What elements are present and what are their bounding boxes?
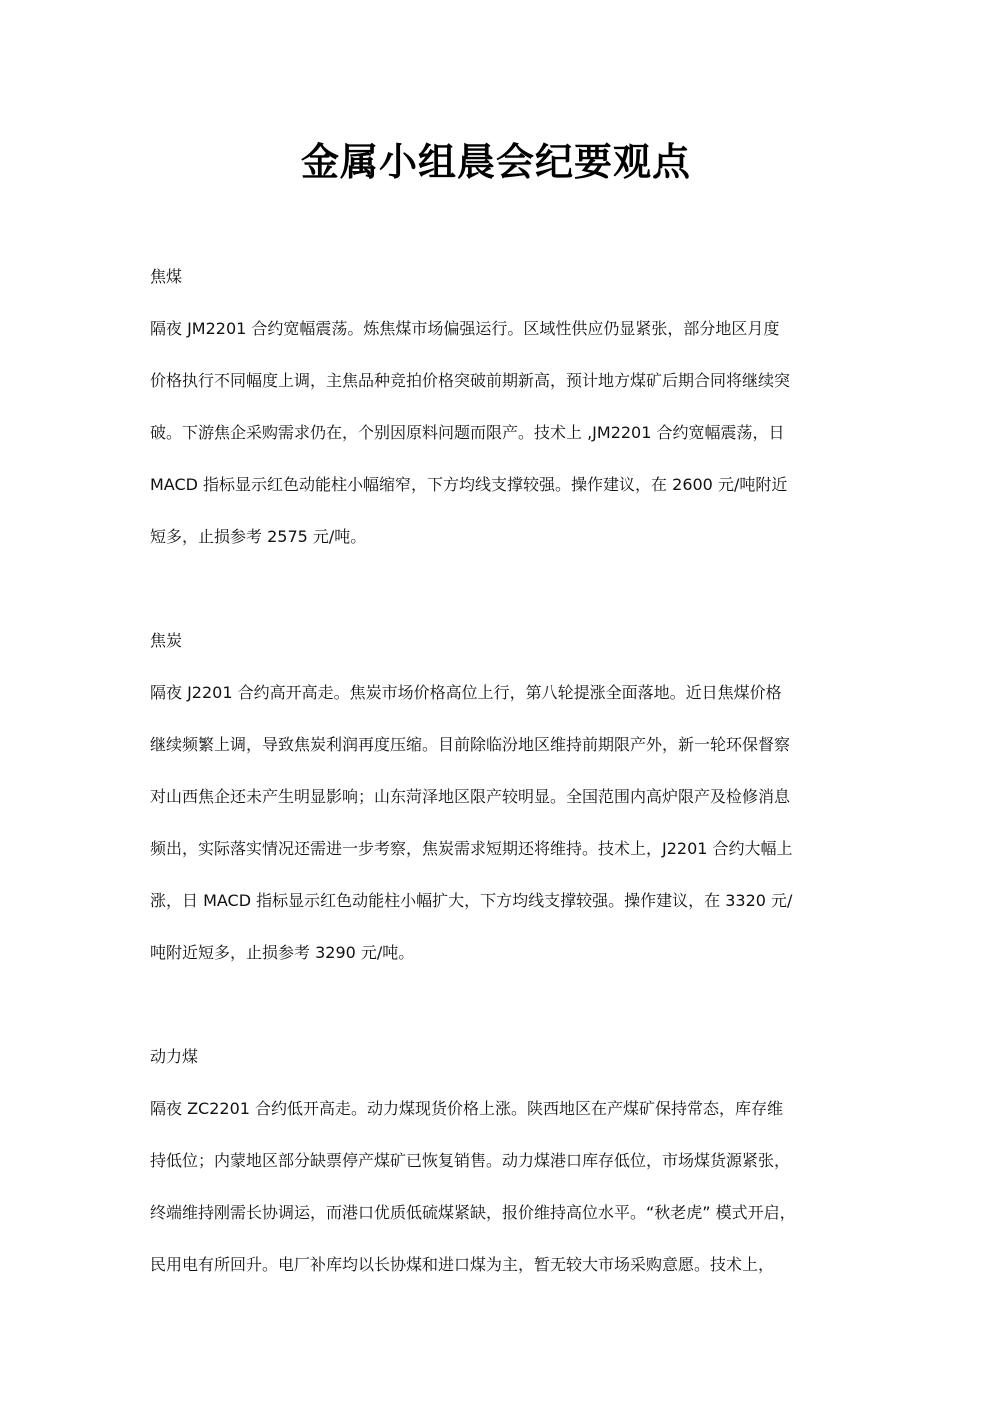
paragraph-line: 民用电有所回升。电厂补库均以长协煤和进口煤为主，暂无较大市场采购意愿。技术上， bbox=[150, 1255, 775, 1274]
section-paragraph-thermal-coal bbox=[150, 1083, 850, 1291]
paragraph-line: 吨附近短多，止损参考 3290 元/吨。 bbox=[150, 943, 415, 962]
paragraph-line: 终端维持刚需长协调运，而港口优质低硫煤紧缺，报价维持高位水平。“秋老虎” 模式开启， bbox=[150, 1203, 796, 1222]
paragraph-line: 价格执行不同幅度上调，主焦品种竞拍价格突破前期新高，预计地方煤矿后期合同将继续突 bbox=[150, 371, 791, 390]
document-title: 金属小组晨会纪要观点 bbox=[300, 140, 691, 184]
paragraph-line: 隔夜 JM2201 合约宽幅震荡。炼焦煤市场偏强运行。区域性供应仍显紧张，部分地区月度 bbox=[150, 319, 780, 338]
section-heading-coking-coal: 焦煤 bbox=[150, 267, 183, 286]
paragraph-line: 隔夜 J2201 合约高开高走。焦炭市场价格高位上行，第八轮提涨全面落地。近日焦煤价格 bbox=[150, 683, 782, 702]
section-heading-coke: 焦炭 bbox=[150, 631, 183, 650]
paragraph-line: 隔夜 ZC2201 合约低开高走。动力煤现货价格上涨。陕西地区在产煤矿保持常态，库存维 bbox=[150, 1099, 784, 1118]
paragraph-line: 继续频繁上调，导致焦炭利润再度压缩。目前除临汾地区维持前期限产外，新一轮环保督察 bbox=[150, 735, 791, 754]
section-paragraph-coke bbox=[150, 667, 850, 979]
paragraph-line: 频出，实际落实情况还需进一步考察，焦炭需求短期还将维持。技术上，J2201 合约大幅上 bbox=[150, 839, 793, 858]
paragraph-line: 持低位；内蒙地区部分缺票停产煤矿已恢复销售。动力煤港口库存低位，市场煤货源紧张， bbox=[150, 1151, 791, 1170]
paragraph-line: MACD 指标显示红色动能柱小幅缩窄，下方均线支撑较强。操作建议，在 2600 元/吨附近 bbox=[150, 475, 788, 494]
section-heading-thermal-coal: 动力煤 bbox=[150, 1047, 199, 1066]
section-paragraph-coking-coal bbox=[150, 303, 850, 563]
paragraph-line: 对山西焦企还未产生明显影响；山东菏泽地区限产较明显。全国范围内高炉限产及检修消息 bbox=[150, 787, 791, 806]
paragraph-line: 破。下游焦企采购需求仍在，个别因原料问题而限产。技术上 ,JM2201 合约宽幅震荡，日 bbox=[150, 423, 785, 442]
paragraph-line: 涨，日 MACD 指标显示红色动能柱小幅扩大，下方均线支撑较强。操作建议，在 3320 元/ bbox=[150, 891, 793, 910]
paragraph-line: 短多，止损参考 2575 元/吨。 bbox=[150, 527, 367, 546]
